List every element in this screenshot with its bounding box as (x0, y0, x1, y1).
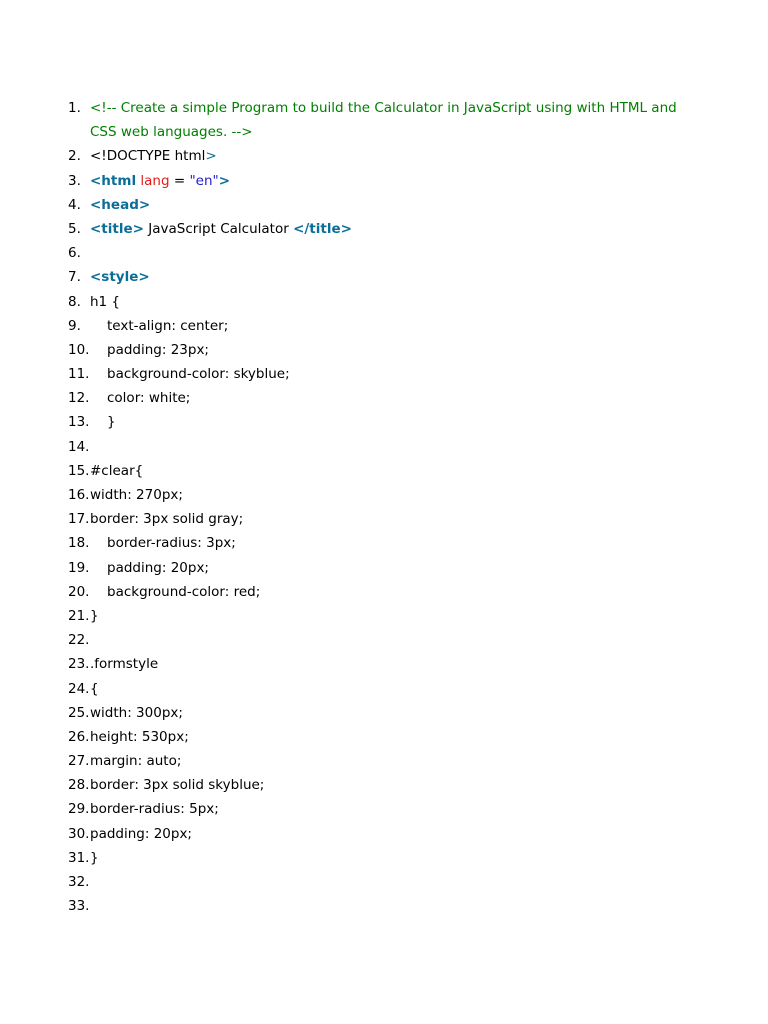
code-line-22 (0, 628, 768, 652)
line-number: 9. (68, 317, 81, 334)
line-number: 6. (68, 245, 81, 262)
code-line-4 (0, 193, 768, 217)
line-number: 5. (68, 220, 81, 237)
title-close-tag: </title> (293, 220, 352, 237)
line-number: 28. (68, 777, 90, 794)
line-number: 31. (68, 849, 90, 866)
line-number: 8. (68, 293, 81, 310)
css-declaration: padding: 23px; (107, 341, 209, 358)
code-line-7 (0, 265, 768, 289)
equals-sign: = (169, 172, 190, 189)
code-line-1 (0, 96, 768, 144)
code-line-11 (0, 362, 768, 386)
title-open-tag: <title> (90, 220, 144, 237)
code-line-28 (0, 773, 768, 797)
code-line-18 (0, 531, 768, 555)
css-declaration: background-color: skyblue; (107, 366, 290, 383)
line-number: 33. (68, 898, 90, 915)
line-number: 18. (68, 535, 90, 552)
line-number: 26. (68, 728, 90, 745)
html-comment: <!-- Create a simple Program to build the Calculator in JavaScript using with HTML and CSS web languages. --> (90, 100, 677, 141)
line-number: 29. (68, 801, 90, 818)
head-tag: <head> (90, 196, 151, 213)
code-line-13 (0, 410, 768, 434)
code-line-14 (0, 435, 768, 459)
code-line-6 (0, 241, 768, 265)
line-number: 11. (68, 366, 90, 383)
tag-bracket: > (205, 148, 217, 165)
lang-attribute: lang (140, 172, 170, 189)
code-line-26 (0, 725, 768, 749)
code-line-19 (0, 556, 768, 580)
line-number: 12. (68, 390, 90, 407)
css-declaration: border-radius: 3px; (107, 535, 236, 552)
line-number: 20. (68, 583, 90, 600)
doctype-declaration: <!DOCTYPE html (90, 148, 206, 165)
line-number: 10. (68, 341, 90, 358)
line-number: 16. (68, 487, 90, 504)
css-brace: } (90, 849, 99, 866)
css-declaration: padding: 20px; (107, 559, 209, 576)
css-declaration: background-color: red; (107, 583, 261, 600)
title-text: JavaScript Calculator (143, 220, 294, 237)
code-line-32 (0, 870, 768, 894)
css-declaration: color: white; (107, 390, 191, 407)
code-line-29 (0, 797, 768, 821)
line-number: 4. (68, 196, 81, 213)
line-number: 15. (68, 462, 90, 479)
line-number: 2. (68, 148, 81, 165)
css-brace: } (90, 607, 99, 624)
line-number: 1. (68, 100, 81, 116)
line-number: 25. (68, 704, 90, 721)
code-line-9 (0, 314, 768, 338)
css-declaration: width: 300px; (90, 704, 183, 721)
css-declaration: width: 270px; (90, 487, 183, 504)
line-number: 21. (68, 607, 90, 624)
line-number: 27. (68, 753, 90, 770)
code-line-33 (0, 894, 768, 918)
line-number: 17. (68, 511, 90, 528)
css-declaration: border: 3px solid gray; (90, 511, 244, 528)
line-number: 22. (68, 632, 90, 649)
attribute-value: "en" (189, 172, 219, 189)
code-line-20 (0, 580, 768, 604)
html-open-tag: <html (90, 172, 137, 189)
css-declaration: text-align: center; (107, 317, 229, 334)
code-line-5 (0, 217, 768, 241)
css-declaration: margin: auto; (90, 753, 182, 770)
line-number: 3. (68, 172, 81, 189)
css-selector: .formstyle (90, 656, 159, 673)
code-line-31 (0, 846, 768, 870)
code-line-25 (0, 701, 768, 725)
css-selector: #clear{ (90, 462, 144, 479)
code-line-24 (0, 677, 768, 701)
code-line-15 (0, 459, 768, 483)
code-line-27 (0, 749, 768, 773)
line-number: 32. (68, 874, 90, 891)
code-line-21 (0, 604, 768, 628)
line-number: 23. (68, 656, 90, 673)
code-line-10 (0, 338, 768, 362)
css-selector: h1 { (90, 293, 121, 310)
css-brace: { (90, 680, 99, 697)
line-number: 30. (68, 825, 90, 842)
code-line-16 (0, 483, 768, 507)
css-declaration: border: 3px solid skyblue; (90, 777, 265, 794)
code-line-23 (0, 652, 768, 676)
code-line-8 (0, 290, 768, 314)
css-declaration: height: 530px; (90, 728, 189, 745)
code-line-30 (0, 822, 768, 846)
css-declaration: padding: 20px; (90, 825, 192, 842)
style-tag: <style> (90, 269, 150, 286)
line-number: 24. (68, 680, 90, 697)
css-declaration: border-radius: 5px; (90, 801, 219, 818)
code-line-12 (0, 386, 768, 410)
code-line-17 (0, 507, 768, 531)
line-number: 7. (68, 269, 81, 286)
line-number: 14. (68, 438, 90, 455)
code-line-3 (0, 169, 768, 193)
line-number: 19. (68, 559, 90, 576)
tag-bracket: > (218, 172, 231, 189)
css-brace: } (107, 414, 116, 431)
code-line-2 (0, 144, 768, 168)
line-number: 13. (68, 414, 90, 431)
